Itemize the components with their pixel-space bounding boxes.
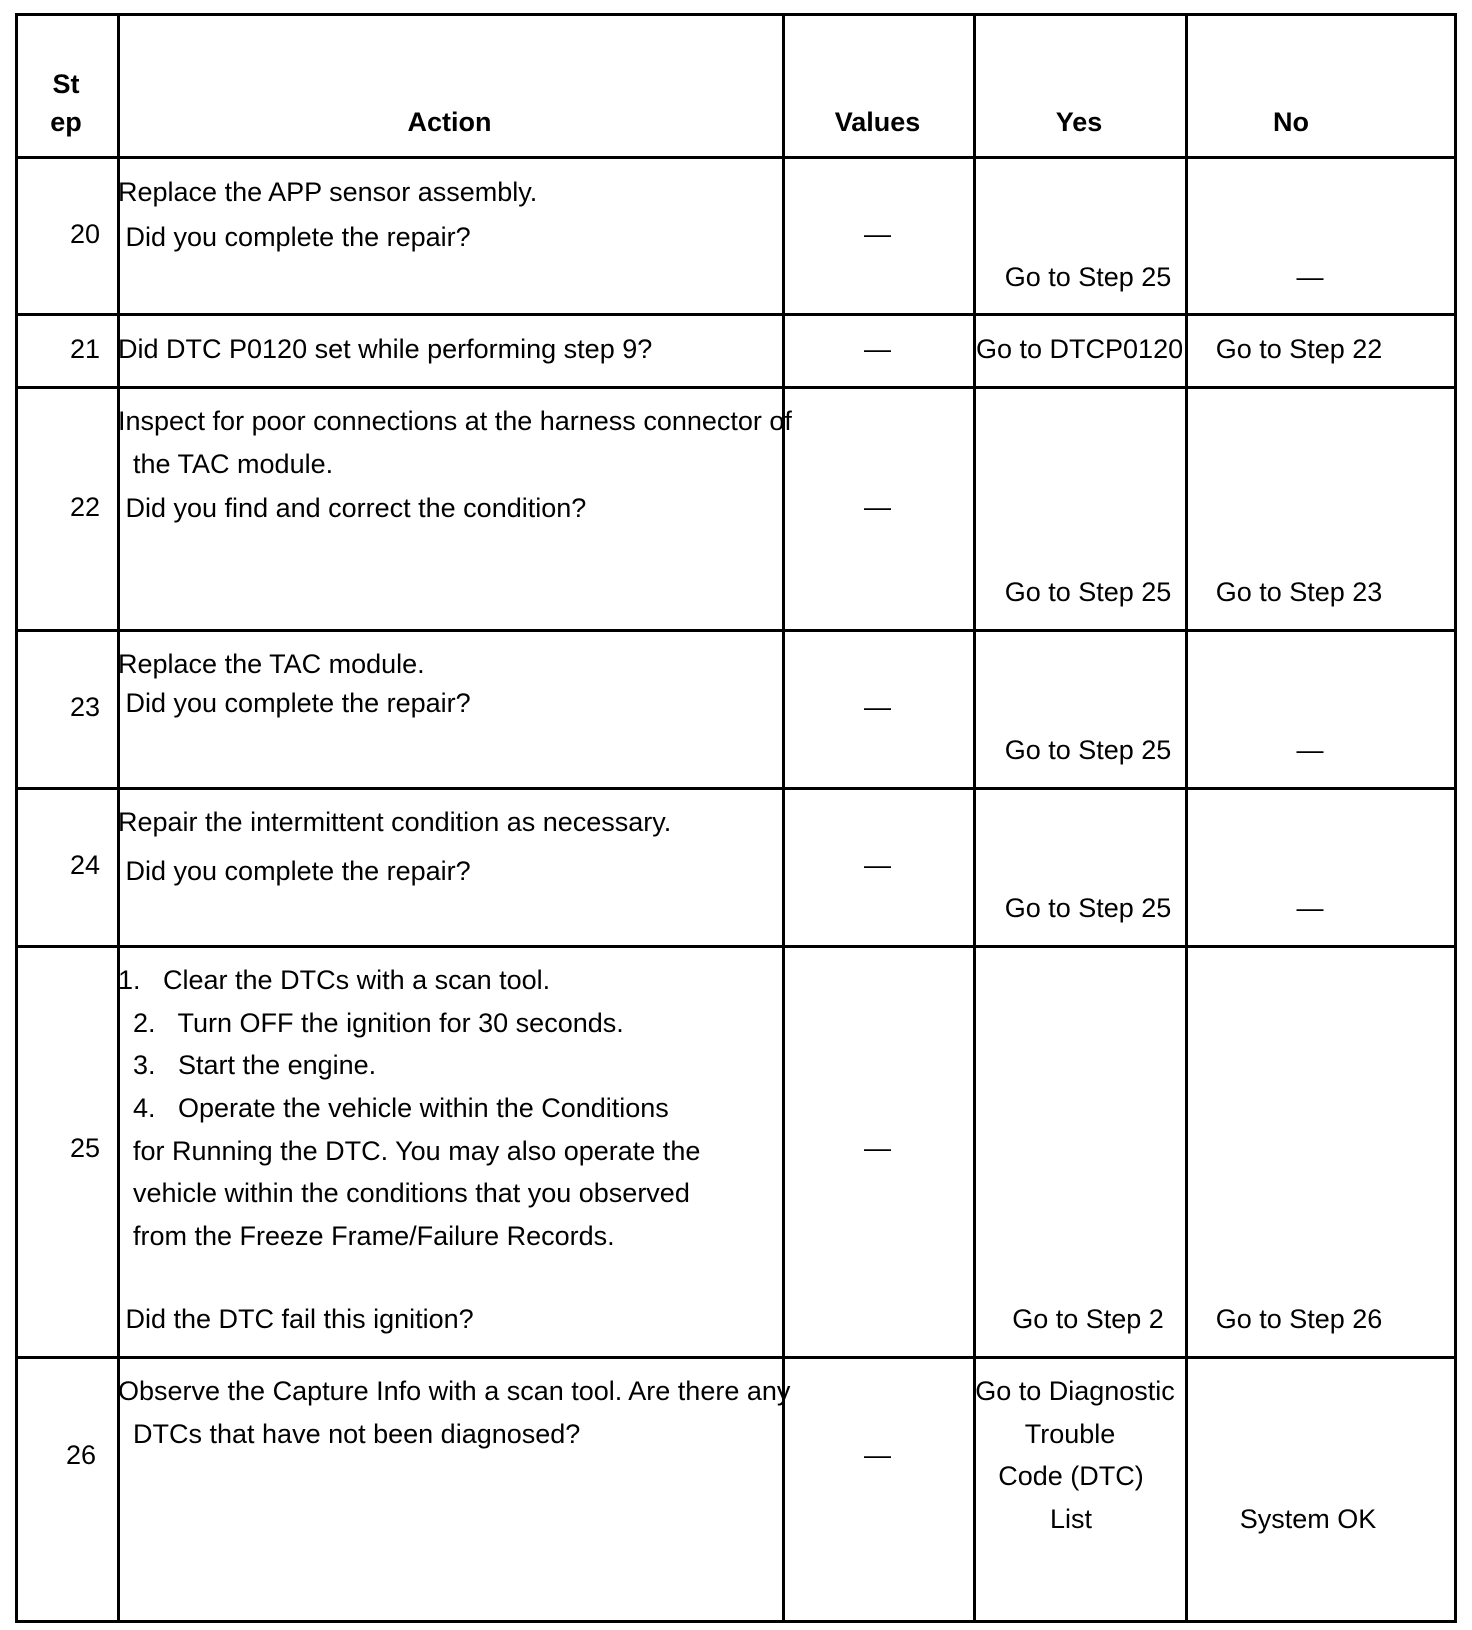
action-line: Inspect for poor connections at the harness connector of xyxy=(118,406,792,436)
row-divider xyxy=(18,945,1454,948)
action-line: 4. Operate the vehicle within the Conditions xyxy=(118,1093,669,1123)
step-number: 22 xyxy=(69,492,100,522)
action-line: Did you find and correct the condition? xyxy=(118,493,587,523)
action-line: Did the DTC fail this ignition? xyxy=(118,1304,474,1334)
action-line: vehicle within the conditions that you observed xyxy=(118,1178,690,1208)
header-step-line1: St xyxy=(52,69,80,99)
yes-cell: Go to Step 25 xyxy=(1004,735,1172,765)
yes-cell: Go to DTCP0120 xyxy=(976,334,1184,364)
step-number: 20 xyxy=(69,219,100,249)
no-cell: Go to Step 26 xyxy=(1215,1304,1383,1334)
yes-cell: Go to Step 2 xyxy=(1012,1304,1164,1334)
header-no: No xyxy=(1273,107,1309,137)
action-line: Replace the TAC module. xyxy=(118,649,425,679)
step-number: 21 xyxy=(69,334,100,364)
step-number: 26 xyxy=(65,1440,96,1470)
step-number: 24 xyxy=(69,850,100,880)
action-line: Did you complete the repair? xyxy=(118,222,471,252)
values-cell: — xyxy=(864,850,891,880)
action-line: Observe the Capture Info with a scan tool. Are there any xyxy=(118,1376,791,1406)
header-yes: Yes xyxy=(1055,107,1103,137)
header-action: Action xyxy=(407,107,492,137)
values-cell: — xyxy=(864,692,891,722)
values-cell: — xyxy=(864,219,891,249)
no-cell: — xyxy=(1296,735,1324,765)
row-divider xyxy=(18,313,1454,316)
action-line: Replace the APP sensor assembly. xyxy=(118,177,538,207)
header-values: Values xyxy=(834,107,921,137)
yes-cell-line: Code (DTC) xyxy=(998,1461,1144,1491)
header-step-line2: ep xyxy=(50,107,82,137)
action-line: Did DTC P0120 set while performing step 9? xyxy=(118,334,653,364)
row-divider xyxy=(18,1356,1454,1359)
no-cell: — xyxy=(1296,893,1324,923)
action-line: the TAC module. xyxy=(118,449,334,479)
action-line: DTCs that have not been diagnosed? xyxy=(118,1419,581,1449)
row-divider xyxy=(18,156,1454,159)
no-cell: Go to Step 22 xyxy=(1215,334,1383,364)
no-cell: System OK xyxy=(1239,1504,1377,1534)
yes-cell: Go to Step 25 xyxy=(1004,577,1172,607)
column-divider xyxy=(1185,16,1188,1620)
row-divider xyxy=(18,787,1454,790)
action-line: 2. Turn OFF the ignition for 30 seconds. xyxy=(118,1008,624,1038)
action-line: Repair the intermittent condition as necessary. xyxy=(118,807,672,837)
row-divider xyxy=(18,386,1454,389)
yes-cell: Go to Step 25 xyxy=(1004,262,1172,292)
yes-cell-line: Trouble xyxy=(1024,1419,1116,1449)
yes-cell: Go to Step 25 xyxy=(1004,893,1172,923)
action-line: from the Freeze Frame/Failure Records. xyxy=(118,1221,615,1251)
action-line: 1. Clear the DTCs with a scan tool. xyxy=(118,965,551,995)
step-number: 23 xyxy=(69,692,100,722)
action-line: 3. Start the engine. xyxy=(118,1050,377,1080)
yes-cell-line: List xyxy=(1049,1504,1093,1534)
action-line: Did you complete the repair? xyxy=(118,856,471,886)
step-number: 25 xyxy=(69,1133,100,1163)
values-cell: — xyxy=(864,334,891,364)
values-cell: — xyxy=(864,1133,891,1163)
row-divider xyxy=(18,629,1454,632)
no-cell: Go to Step 23 xyxy=(1215,577,1383,607)
yes-cell-line: Go to Diagnostic xyxy=(975,1376,1175,1406)
values-cell: — xyxy=(864,492,891,522)
no-cell: — xyxy=(1296,262,1324,292)
action-line: Did you complete the repair? xyxy=(118,688,471,718)
action-line: for Running the DTC. You may also operate the xyxy=(118,1136,701,1166)
values-cell: — xyxy=(864,1440,891,1470)
